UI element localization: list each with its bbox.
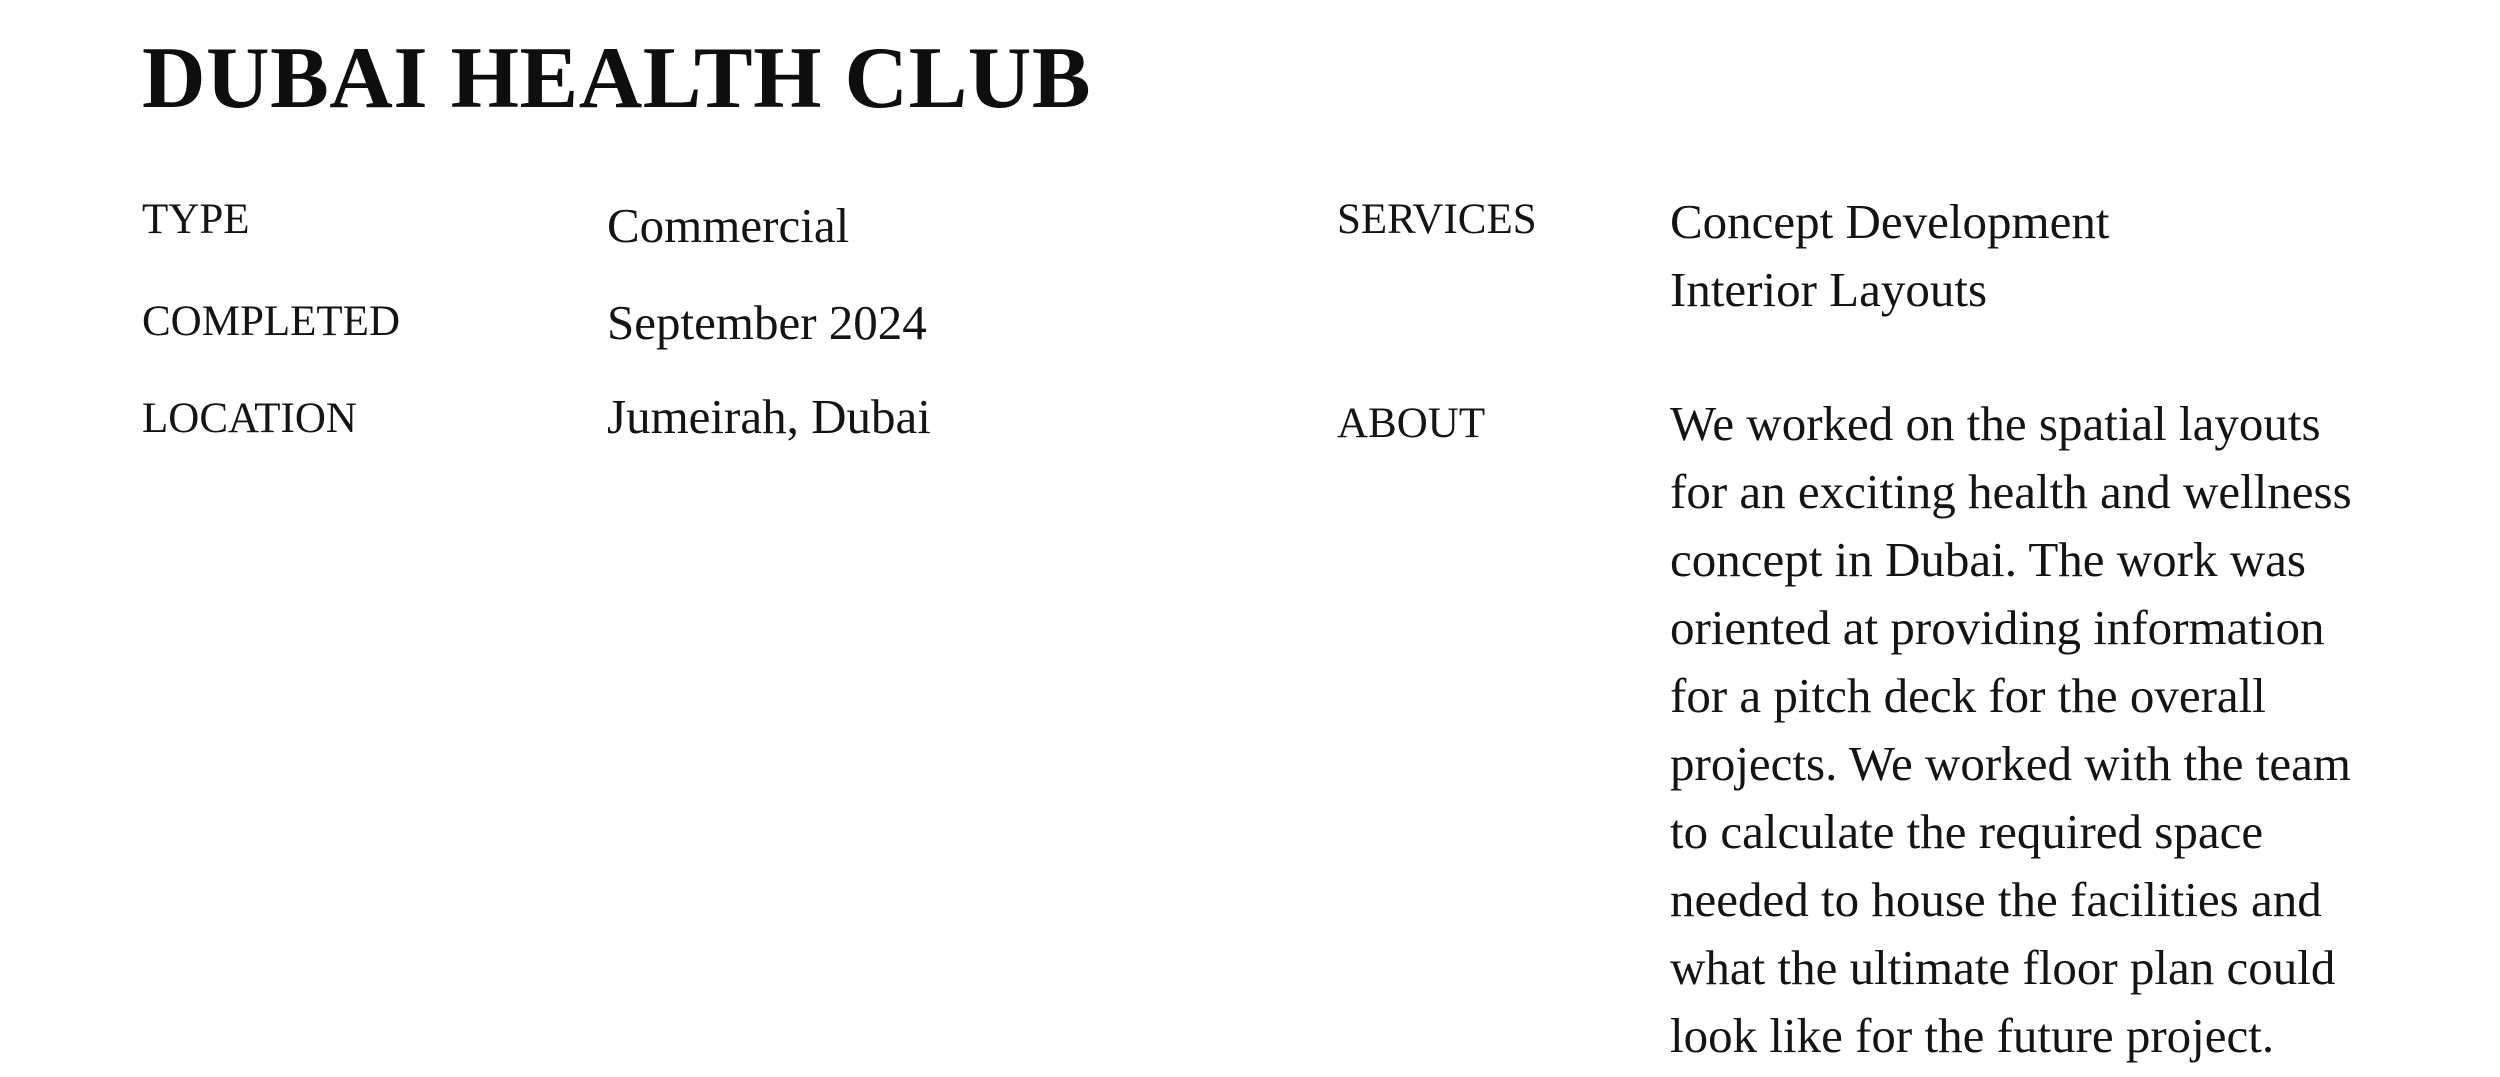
services-list [1670,188,2110,324]
location-label: LOCATION [142,395,357,442]
about-text: We worked on the spatial layouts for an exciting health and wellness concept in Dubai. The work was oriented at providing information for a pitch deck for the overall projects. We worked with the team to calculate the required space needed to house the facilities and what the ultimate floor plan could look like for the future project. [1670,396,2352,1063]
about-label: ABOUT [1337,400,1486,447]
service-item: Concept Development [1670,194,2110,249]
service-item: Interior Layouts [1670,262,1988,317]
services-label: SERVICES [1337,196,1537,243]
location-value: Jumeirah, Dubai [607,389,931,444]
page-title: DUBAI HEALTH CLUB [142,30,1092,127]
completed-label: COMPLETED [142,298,400,345]
type-label: TYPE [142,196,250,243]
completed-value: September 2024 [607,295,927,350]
type-value: Commercial [607,198,850,253]
